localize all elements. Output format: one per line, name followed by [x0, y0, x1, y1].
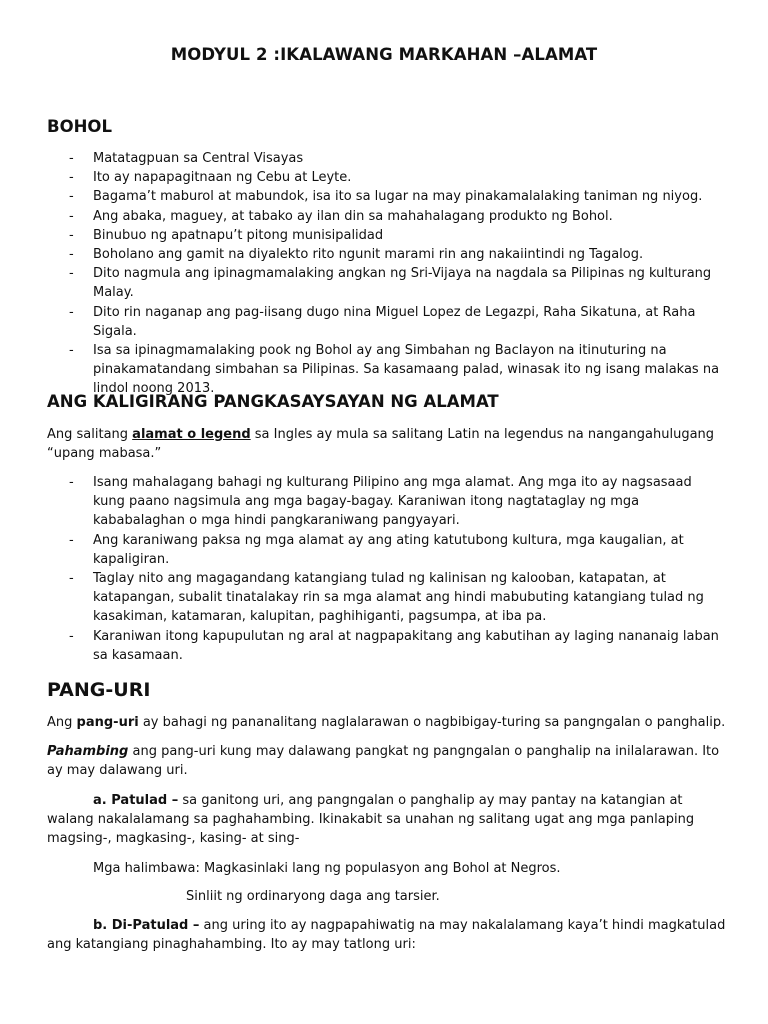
list-item: - Ang karaniwang paksa ng mga alamat ay ang ating katutubong kultura, mga kaugalian, at kapaligiran.: [69, 532, 684, 567]
list-item: - Ito ay napapagitnaan ng Cebu at Leyte.: [47, 168, 727, 187]
bullet-dash: -: [69, 151, 74, 166]
patulad-label: a. Patulad –: [93, 793, 179, 808]
list-item: - Ang abaka, maguey, at tabako ay ilan din sa mahahalagang produkto ng Bohol.: [47, 207, 727, 226]
pahambing-paragraph: Pahambing ang pang-uri kung may dalawang pangkat ng pangngalan o panghalip na inilalarawan. Ito ay may dalawang uri.: [47, 744, 720, 779]
example-2: Sinliit ng ordinaryong daga ang tarsier.: [186, 889, 440, 904]
list-item: - Taglay nito ang magagandang katangiang tulad ng kalinisan ng kalooban, katapatan, at katapangan, subalit tinatalakay rin sa mga alamat ang hindi mabubuting katangiang tulad ng kasakiman, katamaran, kalupitan, paghihiganti, pagsumpa, at iba pa.: [69, 571, 704, 625]
bullet-dash: -: [69, 628, 74, 644]
list-item: - Matatagpuan sa Central Visayas: [47, 149, 727, 168]
bohol-heading: BOHOL: [47, 117, 112, 136]
list-item: - Isa sa ipinagmamalaking pook ng Bohol ay ang Simbahan ng Baclayon na itinuturing na pinakamatandang simbahan sa Pilipinas. Sa kasamaang palad, winasak ito ng isang malakas na lindol noong 2013.: [69, 343, 720, 397]
document-title: MODYUL 2 :IKALAWANG MARKAHAN –ALAMAT: [170, 45, 598, 64]
kaligiran-list: [47, 473, 727, 665]
term-pahambing: Pahambing: [47, 744, 129, 759]
bullet-dash: -: [69, 304, 74, 320]
list-item: - Boholano ang gamit na diyalekto rito ngunit marami rin ang nakaiintindi ng Tagalog.: [47, 245, 727, 264]
list-item: - Binubuo ng apatnapu’t pitong munisipalidad: [47, 226, 727, 245]
list-item: - Dito nagmula ang ipinagmamalaking angkan ng Sri-Vijaya na nagdala sa Pilipinas ng kulturang Malay.: [69, 266, 712, 301]
dipatulad-paragraph: b. Di-Patulad – ang uring ito ay nagpapahiwatig na may nakalalamang kaya’t hindi magkatulad ang katangiang pinaghahambing. Ito ay may tatlong uri:: [47, 918, 726, 953]
dipatulad-label: b. Di-Patulad –: [93, 918, 200, 933]
bullet-dash: -: [69, 247, 74, 263]
panguri-heading: PANG-URI: [47, 679, 151, 701]
bullet-dash: -: [69, 343, 74, 359]
example-1: Mga halimbawa: Magkasinlaki lang ng populasyon ang Bohol at Negros.: [93, 861, 561, 876]
patulad-paragraph: a. Patulad – sa ganitong uri, ang pangngalan o panghalip ay may pantay na katangian at walang nakalalamang sa paghahambing. Ikinakabit sa unahan ng salitang ugat ang mga panlaping magsing-, magkasing-, kasing- at sing-: [47, 793, 695, 847]
bullet-dash: -: [69, 532, 74, 548]
list-item: - Bagama’t maburol at mabundok, isa ito sa lugar na may pinakamalalaking taniman ng niyog.: [47, 187, 727, 206]
bullet-dash: -: [69, 227, 74, 243]
list-item: - Isang mahalagang bahagi ng kulturang Pilipino ang mga alamat. Ang mga ito ay nagsasaad kung paano nagsimula ang mga bagay-bagay. Karaniwan itong nagtataglay ng mga kababalaghan o mga hindi pangkaraniwang pangyayari.: [69, 475, 692, 529]
bohol-list: [47, 149, 727, 399]
panguri-definition: Ang pang-uri ay bahagi ng pananalitang naglalarawan o nagbibigay-turing sa pangngalan o panghalip.: [47, 715, 726, 730]
bullet-dash: -: [69, 208, 74, 224]
kaligiran-intro: Ang salitang alamat o legend sa Ingles ay mula sa salitang Latin na legendus na nangangahulugang “upang mabasa.”: [47, 427, 715, 462]
kaligiran-heading: ANG KALIGIRANG PANGKASAYSAYAN NG ALAMAT: [47, 392, 499, 411]
list-item: - Dito rin naganap ang pag-iisang dugo nina Miguel Lopez de Legazpi, Raha Sikatuna, at Raha Sigala.: [69, 304, 696, 339]
bullet-dash: -: [69, 266, 74, 282]
bullet-dash: -: [69, 170, 74, 186]
bullet-dash: -: [69, 475, 74, 490]
term-panguri: pang-uri: [76, 715, 139, 730]
term-alamat: alamat o legend: [132, 427, 251, 442]
bullet-dash: -: [69, 189, 74, 205]
bullet-dash: -: [69, 571, 74, 587]
list-item: - Karaniwan itong kapupulutan ng aral at nagpapakitang ang kabutihan ay laging nananaig laban sa kasamaan.: [69, 628, 719, 663]
